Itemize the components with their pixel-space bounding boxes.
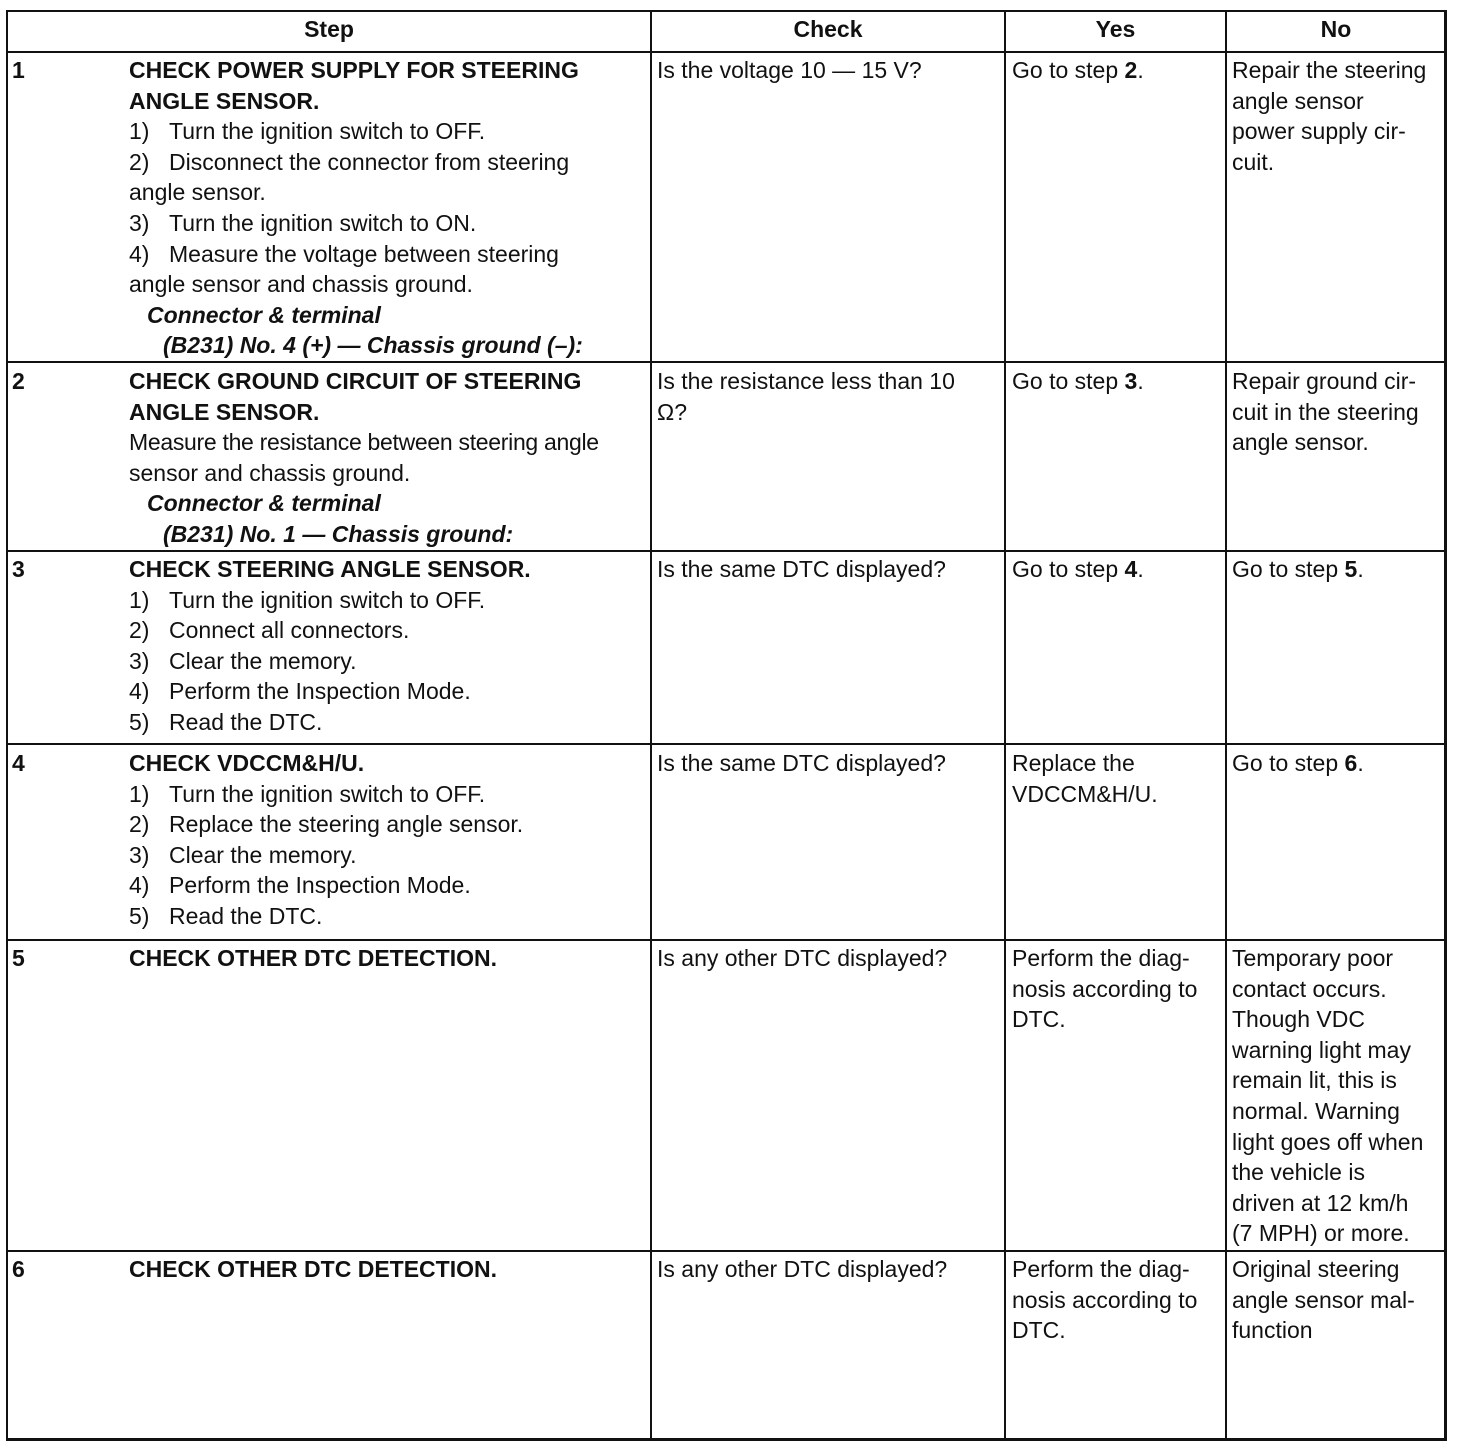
step-link: 2 bbox=[1124, 57, 1138, 83]
list-item: 2) Replace the steering angle sensor. bbox=[129, 811, 524, 838]
step-number: 5 bbox=[12, 945, 25, 971]
yes-cell: Perform the diag- nosis according to DTC. bbox=[1012, 1256, 1198, 1344]
yes-cell: Replace the VDCCM&H/U. bbox=[1012, 750, 1158, 807]
step-number: 4 bbox=[12, 750, 25, 776]
list-item: 1) Turn the ignition switch to OFF. bbox=[129, 118, 486, 145]
step-description bbox=[129, 943, 649, 974]
check-cell: Is the resistance less than 10 Ω? bbox=[657, 368, 955, 425]
check-cell: Is the voltage 10 — 15 V? bbox=[657, 57, 922, 83]
header-step: Step bbox=[304, 16, 354, 42]
row-divider bbox=[6, 743, 1447, 745]
no-cell: Original steering angle sensor mal- function bbox=[1232, 1256, 1415, 1344]
table-row bbox=[12, 554, 72, 585]
step-title: ANGLE SENSOR. bbox=[129, 87, 320, 114]
list-item: 5) Read the DTC. bbox=[129, 708, 323, 735]
step-number: 1 bbox=[12, 57, 25, 83]
list-item: 2) Connect all connectors. bbox=[129, 617, 410, 644]
check-cell: Is any other DTC displayed? bbox=[657, 1256, 948, 1282]
table-row bbox=[12, 55, 72, 86]
column-divider bbox=[650, 10, 652, 1441]
table-row bbox=[12, 943, 72, 974]
connector-terminal: (B231) No. 1 — Chassis ground: bbox=[163, 520, 514, 547]
step-body: Measure the resistance between steering angle bbox=[129, 429, 599, 456]
list-item: 4) Measure the voltage between steering bbox=[129, 240, 559, 267]
row-divider bbox=[6, 550, 1447, 552]
list-item: 3) Turn the ignition switch to ON. bbox=[129, 209, 477, 236]
list-item: 4) Perform the Inspection Mode. bbox=[129, 872, 471, 899]
step-link: 6 bbox=[1344, 750, 1358, 776]
yes-cell: Go to step 2. bbox=[1012, 57, 1144, 83]
yes-cell: Go to step 4. bbox=[1012, 556, 1144, 582]
list-item: 1) Turn the ignition switch to OFF. bbox=[129, 586, 486, 613]
no-cell: Go to step 5. bbox=[1232, 556, 1364, 582]
check-cell: Is the same DTC displayed? bbox=[657, 750, 946, 776]
table-row bbox=[12, 366, 72, 397]
no-cell: Go to step 6. bbox=[1232, 750, 1364, 776]
step-number: 3 bbox=[12, 556, 25, 582]
step-description bbox=[129, 366, 649, 550]
connector-terminal: (B231) No. 4 (+) — Chassis ground (–): bbox=[163, 332, 583, 359]
step-body: sensor and chassis ground. bbox=[129, 459, 411, 486]
step-title: ANGLE SENSOR. bbox=[129, 398, 320, 425]
no-cell: Temporary poor contact occurs. Though VDC warning light may remain lit, this is normal. Warning light goes off when the vehicle is driven at 12 km/h (7 MPH) or more. bbox=[1232, 945, 1424, 1247]
yes-cell: Go to step 3. bbox=[1012, 368, 1144, 394]
step-title: CHECK OTHER DTC DETECTION. bbox=[129, 945, 497, 971]
connector-label: Connector & terminal bbox=[147, 301, 381, 328]
step-description bbox=[129, 554, 649, 738]
header-no: No bbox=[1320, 16, 1352, 42]
yes-cell: Perform the diag- nosis according to DTC. bbox=[1012, 945, 1198, 1033]
list-item: 4) Perform the Inspection Mode. bbox=[129, 678, 471, 705]
header-yes: Yes bbox=[1095, 16, 1136, 42]
list-item: 3) Clear the memory. bbox=[129, 647, 357, 674]
header-check: Check bbox=[793, 16, 863, 42]
step-number: 6 bbox=[12, 1256, 25, 1282]
list-item: 3) Clear the memory. bbox=[129, 841, 357, 868]
row-divider bbox=[6, 361, 1447, 363]
list-item-continuation: angle sensor. bbox=[129, 179, 266, 206]
step-description bbox=[129, 55, 649, 361]
step-description bbox=[129, 748, 649, 932]
step-description bbox=[129, 1254, 649, 1285]
step-link: 3 bbox=[1124, 368, 1138, 394]
table-row bbox=[12, 748, 72, 779]
step-title: CHECK VDCCM&H/U. bbox=[129, 750, 365, 776]
column-divider bbox=[1225, 10, 1227, 1441]
check-cell: Is the same DTC displayed? bbox=[657, 556, 946, 582]
check-cell: Is any other DTC displayed? bbox=[657, 945, 948, 971]
list-item: 1) Turn the ignition switch to OFF. bbox=[129, 780, 486, 807]
row-divider bbox=[6, 1250, 1447, 1252]
connector-label: Connector & terminal bbox=[147, 490, 381, 517]
step-number: 2 bbox=[12, 368, 25, 394]
header-divider bbox=[6, 51, 1447, 53]
step-link: 5 bbox=[1344, 556, 1358, 582]
column-divider bbox=[1004, 10, 1006, 1441]
table-row bbox=[12, 1254, 72, 1285]
step-title: CHECK GROUND CIRCUIT OF STEERING bbox=[129, 368, 582, 394]
row-divider bbox=[6, 939, 1447, 941]
list-item: 5) Read the DTC. bbox=[129, 902, 323, 929]
no-cell: Repair ground cir- cuit in the steering angle sensor. bbox=[1232, 368, 1419, 456]
list-item: 2) Disconnect the connector from steering bbox=[129, 148, 570, 175]
step-title: CHECK OTHER DTC DETECTION. bbox=[129, 1256, 497, 1282]
step-title: CHECK POWER SUPPLY FOR STEERING bbox=[129, 57, 579, 83]
no-cell: Repair the steering angle sensor power supply cir- cuit. bbox=[1232, 57, 1427, 175]
step-title: CHECK STEERING ANGLE SENSOR. bbox=[129, 556, 531, 582]
step-link: 4 bbox=[1124, 556, 1138, 582]
list-item-continuation: angle sensor and chassis ground. bbox=[129, 271, 473, 298]
